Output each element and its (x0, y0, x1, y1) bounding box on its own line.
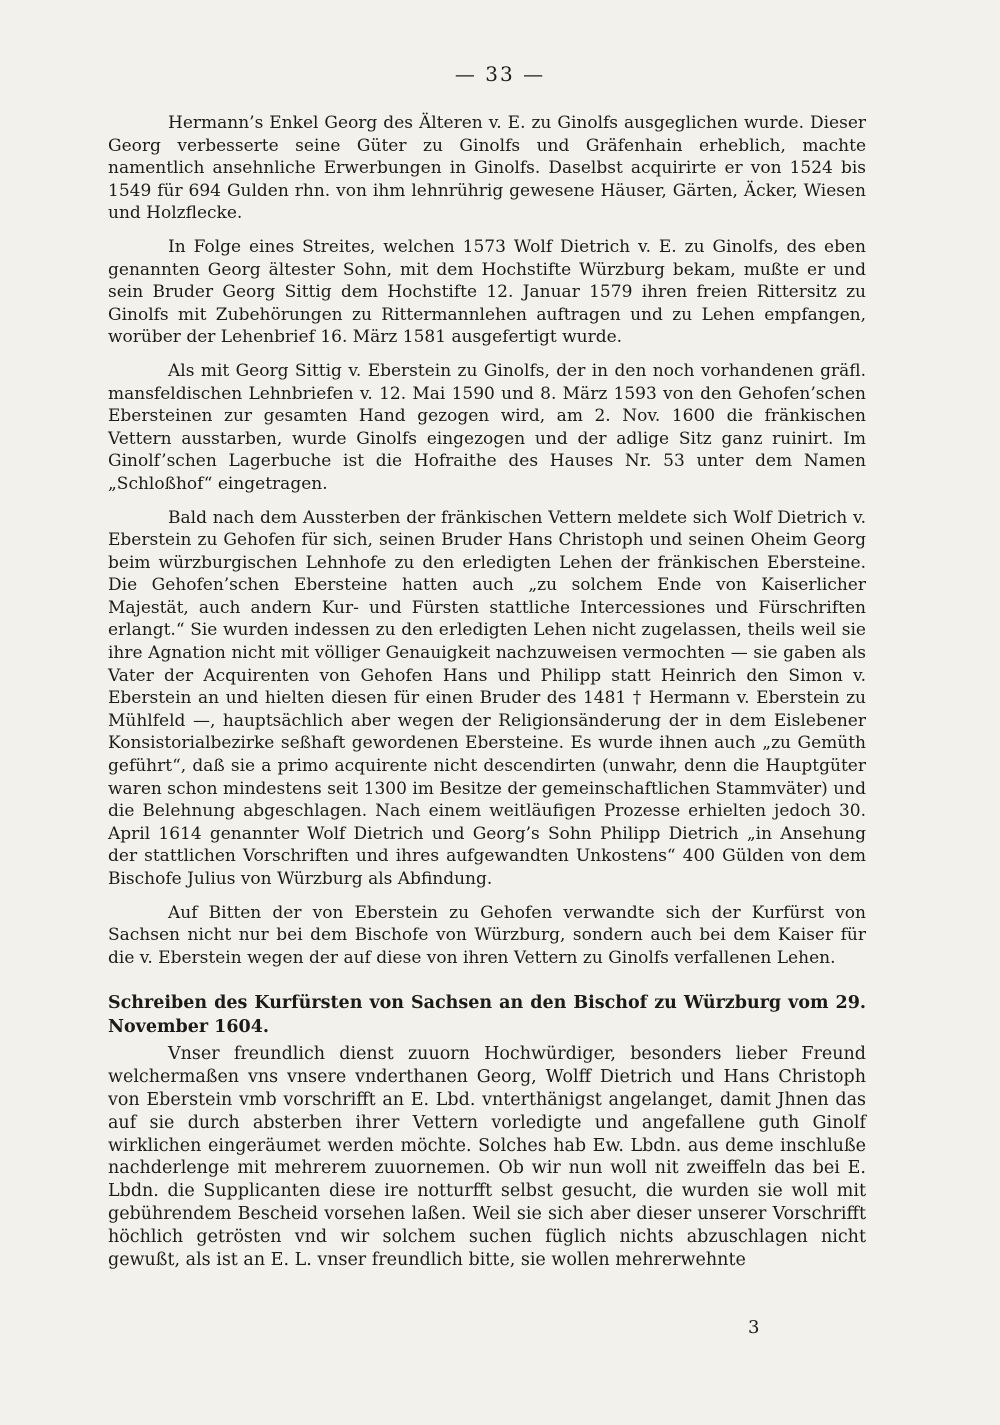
letter-text: Vnser freundlich dienst zuuorn Hochwürdiger, besonders lieber Freund welchermaßen vns vnsere vnderthanen Georg, Wolff Dietrich und Hans Christoph von Eberstein vmb vorschrifft an E. Lbd. vnterthänigst angelanget, damit Jhnen das auf sie durch absterben ihrer Vettern vorledigte und angefallene guth Ginolf wirklichen eingeräumet werden möchte. Solches hab Ew. Lbdn. aus deme inschluße nachderlenge mit mehrerem zuuornemen. Ob wir nun woll nit zweiffeln das bei E. Lbdn. die Supplicanten diese ire notturfft selbst gesucht, die wurden sie woll mit gebührendem Bescheid vorsehen laßen. Weil sie sich aber dieser unserer Vorschrifft höchlich getrösten vnd wir solchem suchen füglich nichts abzuschlagen nicht gewußt, als ist an E. L. vnser freundlich bitte, sie wollen mehrerwehnte (108, 1044, 866, 1270)
page-number: — 33 — (454, 62, 546, 86)
section-heading: Schreiben des Kurfürsten von Sachsen an den Bischof zu Würzburg vom 29. November 1604. (108, 993, 866, 1038)
signature-mark: 3 (748, 1317, 760, 1338)
paragraph: Hermann’s Enkel Georg des Älteren v. E. zu Ginolfs ausgeglichen wurde. Dieser Georg verbesserte seine Güter zu Ginolfs und Gräfenhain erheblich, machte namentlich ansehnliche Erwerbungen in Ginolfs. Daselbst acquirirte er von 1524 bis 1549 für 694 Gulden rhn. von ihm lehnrührig gewesene Häuser, Gärten, Äcker, Wiesen und Holzflecke. (108, 113, 866, 224)
paragraph: Als mit Georg Sittig v. Eberstein zu Ginolfs, der in den noch vorhandenen gräfl. mansfeldischen Lehnbriefen v. 12. Mai 1590 und 8. März 1593 von den Gehofen’schen Ebersteinen zur gesamten Hand gezogen wird, am 2. Nov. 1600 die fränkischen Vettern ausstarben, wurde Ginolfs eingezogen und der adlige Sitz ganz ruinirt. Im Ginolf’schen Lagerbuche ist die Hofraithe des Hauses Nr. 53 unter dem Namen „Schloßhof“ eingetragen. (108, 360, 866, 494)
paragraph: Bald nach dem Aussterben der fränkischen Vettern meldete sich Wolf Dietrich v. Eberstein zu Gehofen für sich, seinen Bruder Hans Christoph und seinen Oheim Georg beim würzburgischen Lehnhofe zu den erledigten Lehen der fränkischen Ebersteine. Die Gehofen’schen Ebersteine hatten auch „zu solchem Ende von Kaiserlicher Majestät, auch andern Kur- und Fürsten stattliche Intercessiones und Fürschriften erlangt.“ Sie wurden indessen zu den erledigten Lehen nicht zugelassen, theils weil sie ihre Agnation nicht mit völliger Genauigkeit nachzuweisen vermochten — sie gaben als Vater der Acquirenten von Gehofen Hans und Philipp statt Heinrich den Simon v. Eberstein an und hielten diesen für einen Bruder des 1481 † Hermann v. Eberstein zu Mühlfeld —, hauptsächlich aber wegen der Religionsänderung der in dem Eislebener Konsistorialbezirke seßhaft gewordenen Ebersteine. Es wurde ihnen auch „zu Gemüth geführt“, daß sie a primo acquirente nicht descendirten (unwahr, denn die Hauptgüter waren schon mindestens seit 1300 im Besitze der gemeinschaftlichen Stammväter) und die Belehnung abgeschlagen. Nach einem weitläufigen Prozesse erhielten jedoch 30. April 1614 genannter Wolf Dietrich und Georg’s Sohn Philipp Dietrich „in Ansehung der stattlichen Vorschriften und ihres aufgewandten Unkostens“ 400 Gülden von dem Bischofe Julius von Würzburg als Abfindung. (108, 507, 866, 889)
paragraph: Auf Bitten der von Eberstein zu Gehofen verwandte sich der Kurfürst von Sachsen nicht nur bei dem Bischofe von Würzburg, sondern auch bei dem Kaiser für die v. Eberstein wegen der auf diese von ihren Vettern zu Ginolfs verfallenen Lehen. (108, 902, 866, 968)
paragraph: In Folge eines Streites, welchen 1573 Wolf Dietrich v. E. zu Ginolfs, des eben genannten Georg ältester Sohn, mit dem Hochstifte Würzburg bekam, mußte er und sein Bruder Georg Sittig dem Hochstifte 12. Januar 1579 ihren freien Rittersitz zu Ginolfs mit Zubehörungen zu Rittermannlehen auftragen und zu Lehen empfangen, worüber der Lehenbrief 16. März 1581 ausgefertigt wurde. (108, 236, 866, 348)
body-text (108, 112, 866, 1271)
